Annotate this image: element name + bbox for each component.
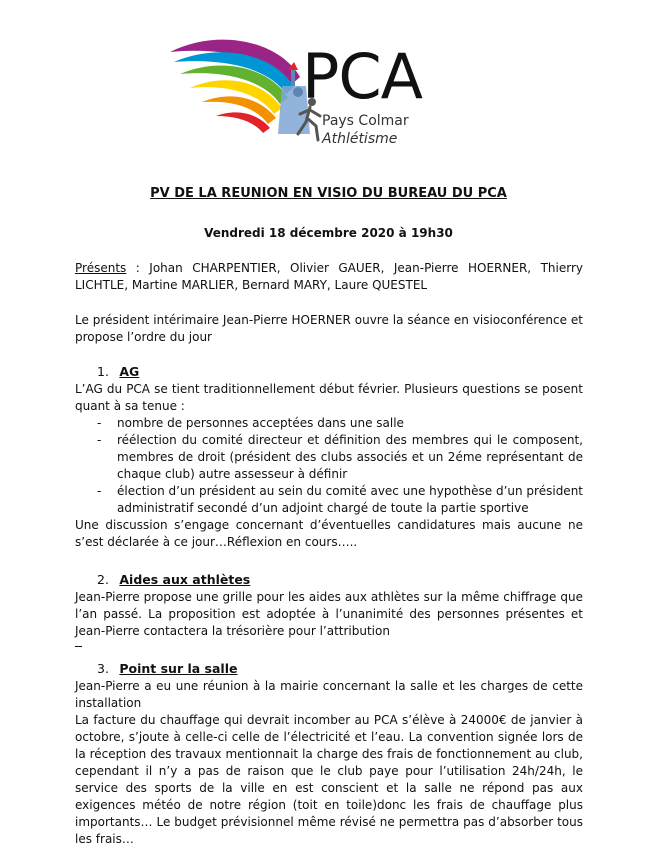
section-heading-salle	[97, 660, 237, 677]
section-ag-conclusion: Une discussion s’engage concernant d’éventuelles candidatures mais aucune ne s’est déclarée à ce jour…Réflexion en cours…..	[75, 518, 583, 549]
intro-paragraph: Le président intérimaire Jean-Pierre HOERNER ouvre la séance en visioconférence et propose l’ordre du jour	[75, 313, 583, 344]
logo-subtitle-1: Pays Colmar	[322, 113, 409, 129]
logo-subtitle-2: Athlétisme	[322, 131, 398, 147]
section-heading-aides	[97, 571, 250, 588]
logo-wordmark: PCA	[302, 40, 423, 113]
list-item: - réélection du comité directeur et définition des membres qui le composent, membres de droit (président des clubs associés et un 2éme représentant de chaque club) autre assesseur à définir	[97, 433, 583, 481]
attendees-label: Présents	[75, 261, 127, 275]
section-number: 2.	[97, 572, 109, 587]
attendees-list: : Johan CHARPENTIER, Olivier GAUER, Jean-Pierre HOERNER, Thierry LICHTLE, Martine MARLIER, Bernard MARY, Laure QUESTEL	[75, 261, 583, 292]
stray-dash-mark	[75, 646, 82, 647]
document-title: PV DE LA REUNION EN VISIO DU BUREAU DU PCA	[150, 186, 507, 201]
section-salle-text-2: La facture du chauffage qui devrait incomber au PCA s’élève à 24000€ de janvier à octobre, s’joute à celle-ci celle de l’électricité et l’eau. La convention signée lors de la réception des travaux mentionnait la charge des frais de fonctionnement au club, cependant il n’y a pas de raison que le club paye pour l’utilisation 24h/24h, le service des sports de la ville en est conscient et la salle ne répond pas aux exigences météo de notre région (toit en toile)donc les frais de chauffage plus importants… Le budget prévisionnel même révisé ne permettra pas d’absorber tous les frais…	[75, 713, 583, 846]
section-heading-ag	[97, 363, 139, 380]
section-aides-text: Jean-Pierre propose une grille pour les aides aux athlètes sur la même chiffrage que l’an passé. La proposition est adoptée à l’unanimité des personnes présentes et Jean-Pierre contactera la trésorière pour l’attribution	[75, 590, 583, 638]
section-title: Aides aux athlètes	[119, 572, 251, 587]
meeting-date: Vendredi 18 décembre 2020 à 19h30	[204, 226, 453, 240]
section-number: 3.	[97, 661, 109, 676]
section-salle-text: Jean-Pierre a eu une réunion à la mairie concernant la salle et les charges de cette installation	[75, 679, 583, 710]
ag-bullet-list	[75, 415, 583, 517]
list-item: - nombre de personnes acceptées dans une salle	[97, 416, 404, 430]
attendees-paragraph	[75, 260, 583, 294]
section-title: AG	[119, 364, 140, 379]
list-item: - élection d’un président au sein du comité avec une hypothèse d’un président administratif secondé d’un adjoint chargé de toute la partie sportive	[97, 484, 583, 515]
section-ag-text: L’AG du PCA se tient traditionnellement début février. Plusieurs questions se posent quant à sa tenue :	[75, 382, 583, 413]
section-number: 1.	[97, 364, 109, 379]
section-title: Point sur la salle	[119, 661, 238, 676]
